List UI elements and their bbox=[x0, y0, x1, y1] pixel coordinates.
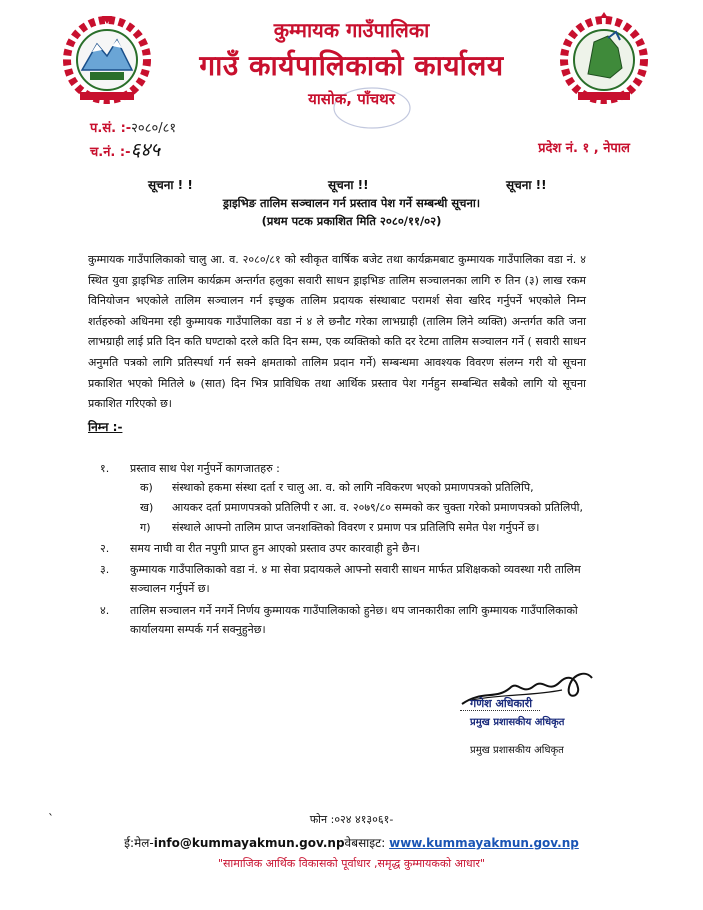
document-b-text: आयकर दर्ता प्रमाणपत्रको प्रतिलिपी र आ. व. २०७९/८० सम्मको कर चुक्ता गरेको प्रमाणपत्रको प्रतिलिपी, bbox=[172, 501, 583, 514]
cn-reference bbox=[90, 136, 160, 162]
cn-label: च.नं. :- bbox=[90, 145, 131, 160]
conditions-heading: निम्न :- bbox=[88, 420, 123, 434]
province-label: प्रदेश नं. १ , नेपाल bbox=[538, 141, 630, 156]
notice-body: कुम्मायक गाउँपालिकाको चालु आ. व. २०८०/८१ को स्वीकृत वार्षिक बजेट तथा कार्यक्रमबाट कुम्मायक गाउँपालिका वडा नं. ४ स्थित युवा ड्राइभिङ तालिम कार्यक्रम अन्तर्गत हलुका सवारी साधन ड्राइभिङ तालिम सञ्चालनका लागि रु तिन (३) लाख रकम विनियोजन भएकोले तालिम सञ्चालन गर्न इच्छुक तालिम प्रदायक संस्थाबाट परामर्श सेवा खरिद गर्नुपर्ने भएकोले निम्न शर्तहरुको अधिनमा रही कुम्मायक गाउँपालिका वडा नं ४ ले छनौट गरेका लाभग्राही (तालिम लिने व्यक्ति) अन्तर्गत कति जना लाभग्राही लाई प्रति दिन कति घण्टाको दरले कति दिन सम्म, एक व्यक्तिको कति दर रेटमा तालिम सञ्चालन गर्ने ( सवारी साधन अनुमति पत्रको लागि प्रतिस्पर्धा गर्न सक्ने क्षमताको तालिम प्रदान गर्ने) सम्बन्धमा आवश्यक विवरण संलग्न गरी यो सूचना प्रकाशित भएको मितिले ७ (सात) दिन भित्र प्राविधिक तथा आर्थिक प्रस्ताव पेश गर्नहुन सम्बन्धित सबैको लागि यो सूचना प्रकाशित गरिएको छ। bbox=[88, 253, 586, 411]
footer-slogan: "सामाजिक आर्थिक विकासको पूर्वाधार ,समृद्ध कुम्मायकको आधार" bbox=[217, 857, 486, 870]
condition-3-num: ३. bbox=[100, 563, 110, 576]
notice-subject: ड्राइभिङ तालिम सञ्चालन गर्न प्रस्ताव पेश गर्ने सम्बन्धी सूचना। bbox=[222, 196, 481, 210]
condition-4-text: तालिम सञ्चालन गर्ने नगर्ने निर्णय कुम्मायक गाउँपालिकाको हुनेछ। थप जानकारीका लागि कुम्मायक गाउँपालिकाको कार्यालयमा सम्पर्क गर्न सक्नुहुनेछ। bbox=[130, 604, 578, 636]
document-a-num: क) bbox=[140, 481, 153, 494]
footer-contact bbox=[0, 834, 703, 851]
ps-reference bbox=[90, 118, 176, 136]
signature-title: प्रमुख प्रशासकीय अधिकृत bbox=[470, 745, 564, 756]
signature-dotted-line bbox=[460, 710, 540, 711]
ps-label: प.सं. :- bbox=[90, 121, 132, 136]
condition-2-text: समय नाघी वा रीत नपुगी प्राप्त हुन आएको प्रस्ताव उपर कारवाही हुने छैन। bbox=[130, 542, 420, 555]
notice-word-center: सूचना !! bbox=[328, 178, 369, 192]
condition-3-text: कुम्मायक गाउँपालिकाको वडा नं. ४ मा सेवा प्रदायकले आफ्नो सवारी साधन मार्फत प्रशिक्षकको व्यवस्था गरी तालिम सञ्चालन गर्नुपर्ने छ। bbox=[130, 563, 581, 595]
signature-stamp-name: गणेश अधिकारी bbox=[470, 697, 533, 710]
condition-2-num: २. bbox=[100, 542, 110, 555]
ps-value: २०८०/८१ bbox=[131, 121, 177, 136]
office-address: यासोक, पाँचथर bbox=[308, 90, 395, 108]
email-label: ई:मेल- bbox=[124, 836, 154, 850]
condition-1-text: प्रस्ताव साथ पेश गर्नुपर्ने कागजातहरु : bbox=[130, 462, 280, 475]
condition-1-num: १. bbox=[100, 462, 110, 475]
notice-word-left: सूचना ! ! bbox=[148, 178, 193, 192]
municipality-name: कुम्मायक गाउँपालिका bbox=[273, 18, 430, 42]
cn-value: ६४५ bbox=[130, 139, 161, 161]
notice-word-right: सूचना !! bbox=[506, 178, 547, 192]
signature-stamp-title: प्रमुख प्रशासकीय अधिकृत bbox=[470, 717, 565, 728]
website-link[interactable]: www.kummayakmun.gov.np bbox=[389, 836, 579, 850]
document-a-text: संस्थाको हकमा संस्था दर्ता र चालु आ. व. को लागि नविकरण भएको प्रमाणपत्रको प्रतिलिपि, bbox=[172, 481, 534, 494]
publish-date: (प्रथम पटक प्रकाशित मिति २०८०/११/०२) bbox=[261, 214, 442, 228]
document-c-text: संस्थाले आफ्नो तालिम प्राप्त जनशक्तिको विवरण र प्रमाण पत्र प्रतिलिपि समेत पेश गर्नुपर्ने छ। bbox=[172, 521, 540, 534]
scan-mark: ` bbox=[48, 812, 54, 826]
municipality-logo-icon bbox=[560, 12, 648, 104]
document-b-num: ख) bbox=[140, 501, 154, 514]
document-c-num: ग) bbox=[140, 521, 151, 534]
email-link[interactable]: info@kummayakmun.gov.np bbox=[153, 836, 345, 850]
footer-phone: फोन :०२४ ४१३०६१- bbox=[309, 813, 394, 826]
website-label: वेबसाइट: bbox=[344, 836, 386, 850]
office-title: गाउँ कार्यपालिकाको कार्यालय bbox=[199, 49, 504, 82]
condition-4-num: ४. bbox=[100, 604, 110, 617]
